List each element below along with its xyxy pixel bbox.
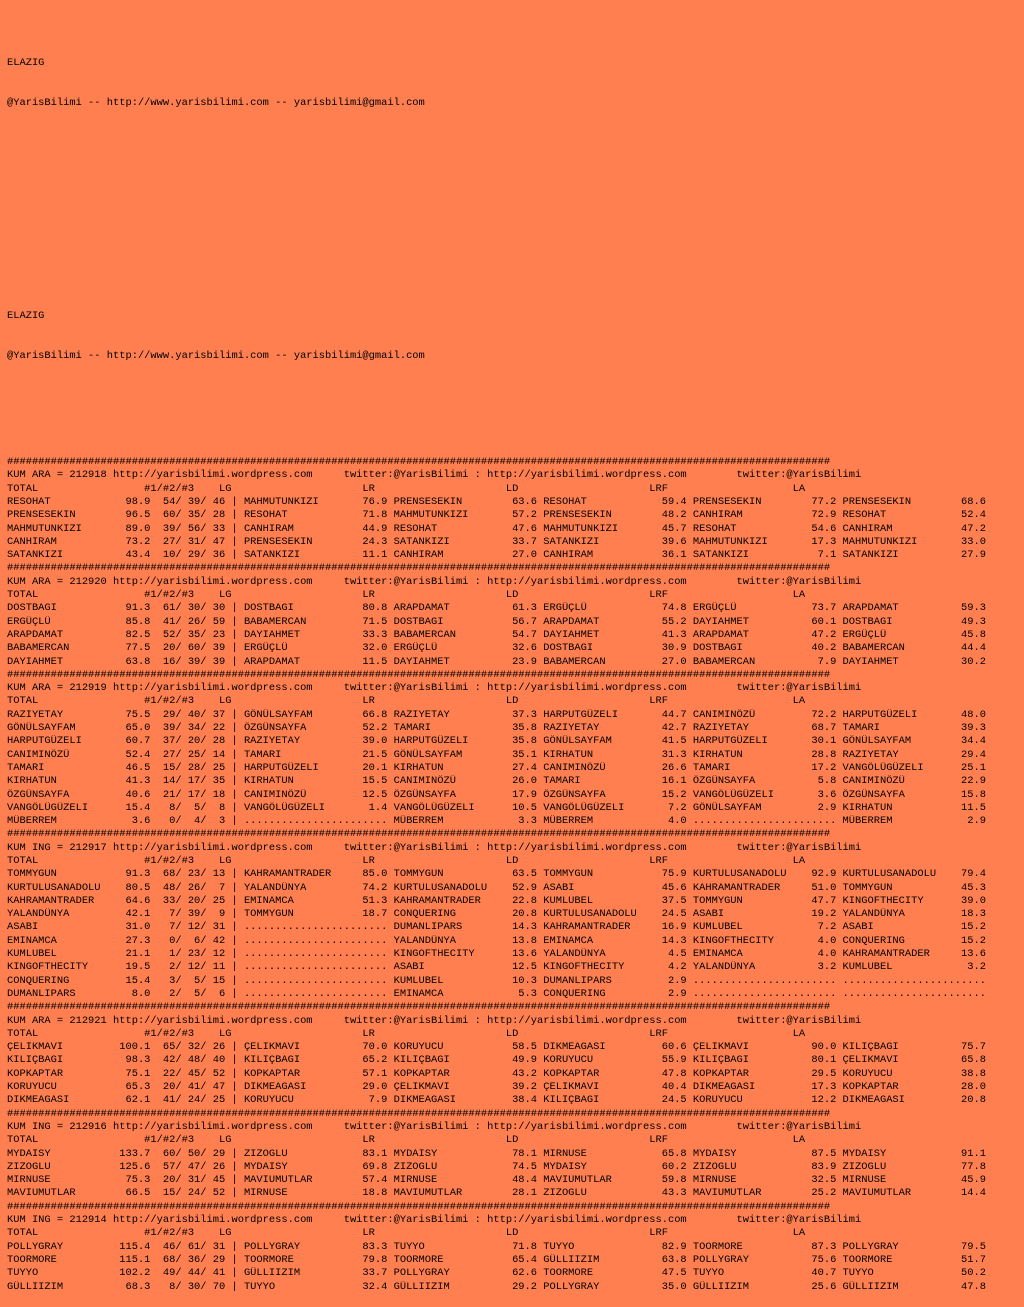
city-title: ELAZIG — [7, 57, 45, 70]
race-block — [7, 1108, 1024, 1201]
city-title: ELAZIG — [7, 309, 45, 322]
table-row: DUMANLIPARS 8.0 2/ 5/ 6 | ....................... EMINAMCA 5.3 CONQUERING 2.9 ....................... ....................... — [7, 987, 986, 1000]
table-row: KUMLUBEL 21.1 1/ 23/ 12 | ....................... KINGOFTHECITY 13.6 YALANDÜNYA 4.5 EMINAMCA 4.0 KAHRAMANTRADER 13.6 — [7, 948, 986, 961]
table-row: KAHRAMANTRADER 64.6 33/ 20/ 25 | EMINAMCA 51.3 KAHRAMANTRADER 22.8 KUMLUBEL 37.5 TOMMYGUN 47.7 KINGOFTHECITY 39.0 — [7, 894, 986, 907]
race-block — [7, 562, 1024, 668]
column-header: TOTAL #1/#2/#3 LG LR LD LRF LA — [7, 1227, 806, 1240]
race-title: KUM ING = 212914 http://yarisbilimi.wordpress.com twitter:@YarisBilimi : http://yarisbilimi.wordpress.com twitter:@YarisBilimi — [7, 1214, 862, 1227]
table-row: CANHIRAM 73.2 27/ 31/ 47 | PRENSESEKIN 24.3 SATANKIZI 33.7 SATANKIZI 39.6 MAHMUTUNKIZI 17.3 MAHMUTUNKIZI 33.0 — [7, 535, 986, 548]
table-row: CANIMINÖZÜ 52.4 27/ 25/ 14 | TAMARI 21.5 GÖNÜLSAYFAM 35.1 KIRHATUN 31.3 KIRHATUN 28.8 RAZIYETAY 29.4 — [7, 748, 986, 761]
table-row: ÖZGÜNSAYFA 40.6 21/ 17/ 18 | CANIMINÖZÜ 12.5 ÖZGÜNSAYFA 17.9 ÖZGÜNSAYFA 15.2 VANGÖLÜGÜZELI 3.6 ÖZGÜNSAYFA 15.8 — [7, 788, 986, 801]
column-header: TOTAL #1/#2/#3 LG LR LD LRF LA — [7, 855, 806, 867]
race-title: KUM ING = 212916 http://yarisbilimi.wordpress.com twitter:@YarisBilimi : http://yarisbilimi.wordpress.com twitter:@YarisBilimi — [7, 1120, 862, 1133]
column-header: TOTAL #1/#2/#3 LG LR LD LRF LA — [7, 589, 806, 602]
table-row: ARAPDAMAT 82.5 52/ 35/ 23 | DAYIAHMET 33.3 BABAMERCAN 54.7 DAYIAHMET 41.3 ARAPDAMAT 47.2 ERGÜÇLÜ 45.8 — [7, 628, 986, 641]
column-header: TOTAL #1/#2/#3 LG LR LD LRF LA — [7, 1027, 806, 1040]
table-row: VANGÖLÜGÜZELI 15.4 8/ 5/ 8 | VANGÖLÜGÜZELI 1.4 VANGÖLÜGÜZELI 10.5 VANGÖLÜGÜZELI 7.2 GÖNÜLSAYFAM 2.9 KIRHATUN 11.5 — [7, 801, 986, 814]
separator-line: #################################################################################################################################### — [7, 1200, 831, 1213]
table-row: TOORMORE 115.1 68/ 36/ 29 | TOORMORE 79.8 TOORMORE 65.4 GÜLLIIZIM 63.8 POLLYGRAY 75.6 TOORMORE 51.7 — [7, 1253, 986, 1266]
table-row: YALANDÜNYA 42.1 7/ 39/ 9 | TOMMYGUN 18.7 CONQUERING 20.8 KURTULUSANADOLU 24.5 ASABI 19.2 YALANDÜNYA 18.3 — [7, 908, 986, 921]
table-row: EMINAMCA 27.3 0/ 6/ 42 | ....................... YALANDÜNYA 13.8 EMINAMCA 14.3 KINGOFTHECITY 4.0 CONQUERING 15.2 — [7, 934, 986, 947]
race-title: KUM ARA = 212919 http://yarisbilimi.wordpress.com twitter:@YarisBilimi : http://yarisbilimi.wordpress.com twitter:@YarisBilimi — [7, 682, 862, 695]
separator-line: #################################################################################################################################### — [7, 456, 831, 469]
table-row: KINGOFTHECITY 19.5 2/ 12/ 11 | ....................... ASABI 12.5 KINGOFTHECITY 4.2 YALANDÜNYA 3.2 KUMLUBEL 3.2 — [7, 961, 986, 974]
separator-line: #################################################################################################################################### — [7, 668, 831, 681]
table-row: KORUYUCU 65.3 20/ 41/ 47 | DIKMEAGASI 29.0 ÇELIKMAVI 39.2 ÇELIKMAVI 40.4 DIKMEAGASI 17.3 KOPKAPTAR 28.0 — [7, 1081, 986, 1094]
table-row: GÖNÜLSAYFAM 65.0 39/ 34/ 22 | ÖZGÜNSAYFA 52.2 TAMARI 35.8 RAZIYETAY 42.7 RAZIYETAY 68.7 TAMARI 39.3 — [7, 722, 986, 735]
table-row: ASABI 31.0 7/ 12/ 31 | ....................... DUMANLIPARS 14.3 KAHRAMANTRADER 16.9 KUMLUBEL 7.2 ASABI 15.2 — [7, 921, 986, 934]
race-block — [7, 1001, 1024, 1107]
separator-line: #################################################################################################################################### — [7, 828, 831, 841]
table-row: KOPKAPTAR 75.1 22/ 45/ 52 | KOPKAPTAR 57.1 KOPKAPTAR 43.2 KOPKAPTAR 47.8 KOPKAPTAR 29.5 KORUYUCU 38.8 — [7, 1067, 986, 1080]
column-header: TOTAL #1/#2/#3 LG LR LD LRF LA — [7, 1134, 806, 1147]
table-row: MIRNUSE 75.3 20/ 31/ 45 | MAVIUMUTLAR 57.4 MIRNUSE 48.4 MAVIUMUTLAR 59.8 MIRNUSE 32.5 MIRNUSE 45.9 — [7, 1174, 986, 1187]
table-row: PRENSESEKIN 96.5 60/ 35/ 28 | RESOHAT 71.8 MAHMUTUNKIZI 57.2 PRENSESEKIN 48.2 CANHIRAM 72.9 RESOHAT 52.4 — [7, 509, 986, 522]
table-row: DIKMEAGASI 62.1 41/ 24/ 25 | KORUYUCU 7.9 DIKMEAGASI 38.4 KILIÇBAGI 24.5 KORUYUCU 12.2 DIKMEAGASI 20.8 — [7, 1094, 986, 1107]
column-header: TOTAL #1/#2/#3 LG LR LD LRF LA — [7, 482, 806, 495]
column-header: TOTAL #1/#2/#3 LG LR LD LRF LA — [7, 695, 806, 708]
table-row: ZIZOGLU 125.6 57/ 47/ 26 | MYDAISY 69.8 ZIZOGLU 74.5 MYDAISY 60.2 ZIZOGLU 83.9 ZIZOGLU 77.8 — [7, 1160, 986, 1173]
contact-line[interactable]: @YarisBilimi -- http://www.yarisbilimi.com -- yarisbilimi@gmail.com — [7, 97, 425, 110]
table-row: HARPUTGÜZELI 60.7 37/ 20/ 28 | RAZIYETAY 39.0 HARPUTGÜZELI 35.8 GÖNÜLSAYFAM 41.5 HARPUTGÜZELI 30.1 GÖNÜLSAYFAM 34.4 — [7, 735, 986, 748]
table-row: KURTULUSANADOLU 80.5 48/ 26/ 7 | YALANDÜNYA 74.2 KURTULUSANADOLU 52.9 ASABI 45.6 KAHRAMANTRADER 51.0 TOMMYGUN 45.3 — [7, 881, 986, 894]
race-tables — [7, 456, 1024, 1294]
race-block — [7, 456, 1024, 562]
separator-line: #################################################################################################################################### — [7, 1001, 831, 1014]
table-row: MAHMUTUNKIZI 89.0 39/ 56/ 33 | CANHIRAM 44.9 RESOHAT 47.6 MAHMUTUNKIZI 45.7 RESOHAT 54.6 CANHIRAM 47.2 — [7, 522, 986, 535]
race-title: KUM ARA = 212918 http://yarisbilimi.wordpress.com twitter:@YarisBilimi : http://yarisbilimi.wordpress.com twitter:@YarisBilimi — [7, 469, 862, 482]
race-title: KUM ING = 212917 http://yarisbilimi.wordpress.com twitter:@YarisBilimi : http://yarisbilimi.wordpress.com twitter:@YarisBilimi — [7, 841, 862, 854]
table-row: POLLYGRAY 115.4 46/ 61/ 31 | POLLYGRAY 83.3 TUYYO 71.8 TUYYO 82.9 TOORMORE 87.3 POLLYGRAY 79.5 — [7, 1240, 986, 1253]
header-block-2 — [7, 283, 1024, 389]
race-block — [7, 1201, 1024, 1294]
table-row: SATANKIZI 43.4 10/ 29/ 36 | SATANKIZI 11.1 CANHIRAM 27.0 CANHIRAM 36.1 SATANKIZI 7.1 SATANKIZI 27.9 — [7, 549, 986, 562]
table-row: BABAMERCAN 77.5 20/ 60/ 39 | ERGÜÇLÜ 32.0 ERGÜÇLÜ 32.6 DOSTBAGI 30.9 DOSTBAGI 40.2 BABAMERCAN 44.4 — [7, 642, 986, 655]
table-row: KIRHATUN 41.3 14/ 17/ 35 | KIRHATUN 15.5 CANIMINÖZÜ 26.0 TAMARI 16.1 ÖZGÜNSAYFA 5.8 CANIMINÖZÜ 22.9 — [7, 775, 986, 788]
contact-line[interactable]: @YarisBilimi -- http://www.yarisbilimi.com -- yarisbilimi@gmail.com — [7, 349, 425, 362]
race-block — [7, 828, 1024, 1001]
table-row: MAVIUMUTLAR 66.5 15/ 24/ 52 | MIRNUSE 18.8 MAVIUMUTLAR 28.1 ZIZOGLU 43.3 MAVIUMUTLAR 25.2 MAVIUMUTLAR 14.4 — [7, 1187, 986, 1200]
separator-line: #################################################################################################################################### — [7, 1107, 831, 1120]
table-row: MYDAISY 133.7 60/ 50/ 29 | ZIZOGLU 83.1 MYDAISY 78.1 MIRNUSE 65.8 MYDAISY 87.5 MYDAISY 91.1 — [7, 1147, 986, 1160]
race-title: KUM ARA = 212921 http://yarisbilimi.wordpress.com twitter:@YarisBilimi : http://yarisbilimi.wordpress.com twitter:@YarisBilimi — [7, 1014, 862, 1027]
table-row: KILIÇBAGI 98.3 42/ 48/ 40 | KILIÇBAGI 65.2 KILIÇBAGI 49.9 KORUYUCU 55.9 KILIÇBAGI 80.1 ÇELIKMAVI 65.8 — [7, 1054, 986, 1067]
table-row: GÜLLIIZIM 68.3 8/ 30/ 70 | TUYYO 32.4 GÜLLIIZIM 29.2 POLLYGRAY 35.0 GÜLLIIZIM 25.6 GÜLLIIZIM 47.8 — [7, 1280, 986, 1293]
table-row: ERGÜÇLÜ 85.8 41/ 26/ 59 | BABAMERCAN 71.5 DOSTBAGI 56.7 ARAPDAMAT 55.2 DAYIAHMET 60.1 DOSTBAGI 49.3 — [7, 615, 986, 628]
header-block-1 — [7, 31, 1024, 137]
race-block — [7, 669, 1024, 829]
table-row: MÜBERREM 3.6 0/ 4/ 3 | ....................... MÜBERREM 3.3 MÜBERREM 4.0 ....................... MÜBERREM 2.9 — [7, 815, 986, 828]
table-row: CONQUERING 15.4 3/ 5/ 15 | ....................... KUMLUBEL 10.3 DUMANLIPARS 2.9 ....................... ....................... — [7, 974, 986, 987]
table-row: RAZIYETAY 75.5 29/ 40/ 37 | GÖNÜLSAYFAM 66.8 RAZIYETAY 37.3 HARPUTGÜZELI 44.7 CANIMINÖZÜ 72.2 HARPUTGÜZELI 48.0 — [7, 708, 986, 721]
table-row: DAYIAHMET 63.8 16/ 39/ 39 | ARAPDAMAT 11.5 DAYIAHMET 23.9 BABAMERCAN 27.0 BABAMERCAN 7.9 DAYIAHMET 30.2 — [7, 655, 986, 668]
table-row: DOSTBAGI 91.3 61/ 30/ 30 | DOSTBAGI 80.8 ARAPDAMAT 61.3 ERGÜÇLÜ 74.8 ERGÜÇLÜ 73.7 ARAPDAMAT 59.3 — [7, 602, 986, 615]
separator-line: #################################################################################################################################### — [7, 562, 831, 575]
table-row: TOMMYGUN 91.3 68/ 23/ 13 | KAHRAMANTRADER 85.0 TOMMYGUN 63.5 TOMMYGUN 75.9 KURTULUSANADOLU 92.9 KURTULUSANADOLU 79.4 — [7, 868, 986, 881]
table-row: TUYYO 102.2 49/ 44/ 41 | GÜLLIIZIM 33.7 POLLYGRAY 62.6 TOORMORE 47.5 TUYYO 40.7 TUYYO 50.2 — [7, 1267, 986, 1280]
table-row: ÇELIKMAVI 100.1 65/ 32/ 26 | ÇELIKMAVI 70.0 KORUYUCU 58.5 DIKMEAGASI 60.6 ÇELIKMAVI 90.0 KILIÇBAGI 75.7 — [7, 1041, 986, 1054]
race-title: KUM ARA = 212920 http://yarisbilimi.wordpress.com twitter:@YarisBilimi : http://yarisbilimi.wordpress.com twitter:@YarisBilimi — [7, 575, 862, 588]
table-row: RESOHAT 98.9 54/ 39/ 46 | MAHMUTUNKIZI 76.9 PRENSESEKIN 63.6 RESOHAT 59.4 PRENSESEKIN 77.2 PRENSESEKIN 68.6 — [7, 495, 986, 508]
table-row: TAMARI 46.5 15/ 28/ 25 | HARPUTGÜZELI 20.1 KIRHATUN 27.4 CANIMINÖZÜ 26.6 TAMARI 17.2 VANGÖLÜGÜZELI 25.1 — [7, 761, 986, 774]
